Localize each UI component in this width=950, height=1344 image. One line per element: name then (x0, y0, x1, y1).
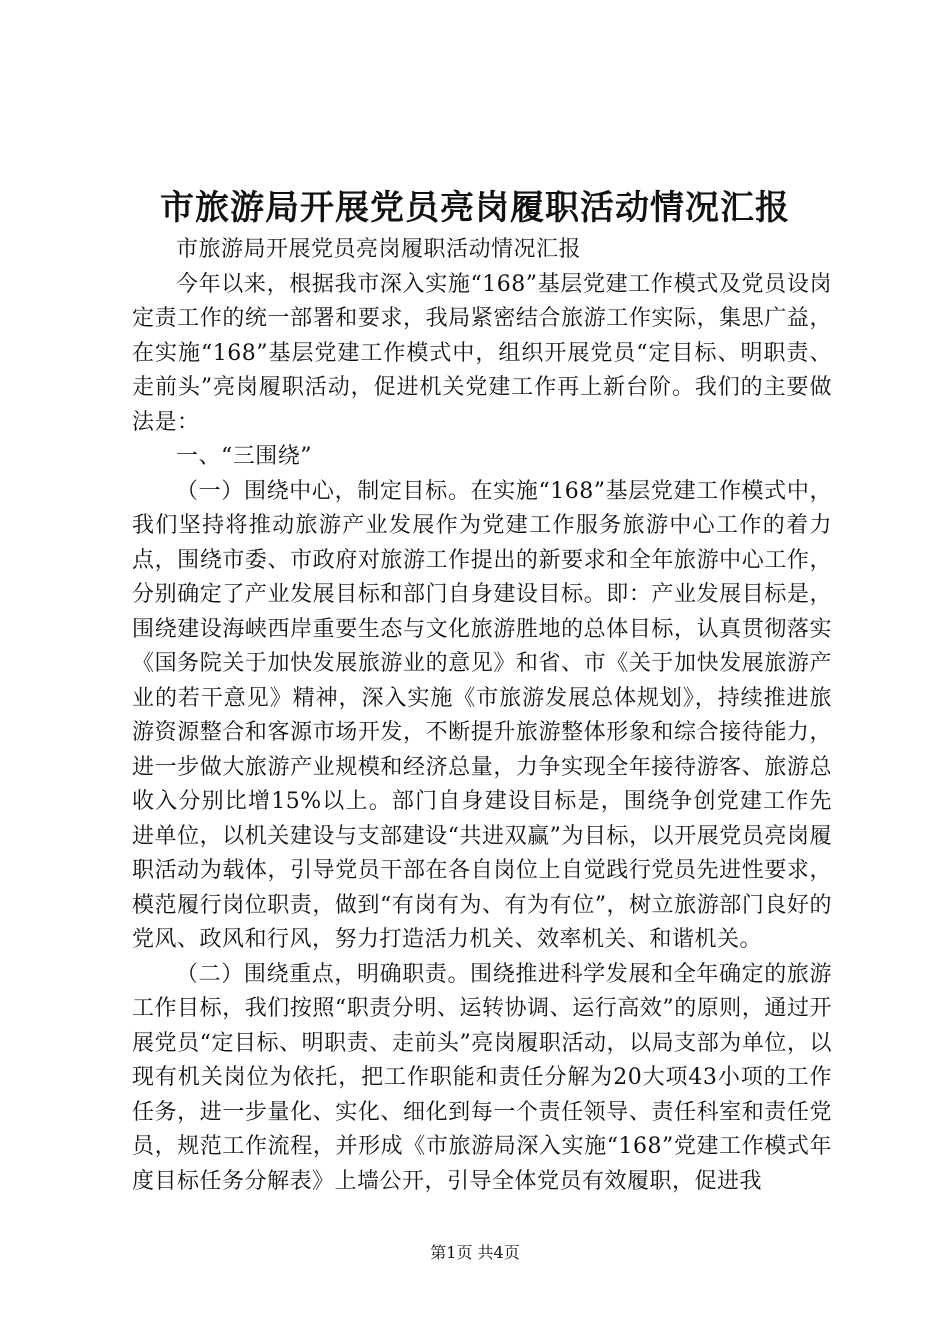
section-heading: 一、“三围绕” (176, 444, 312, 469)
intro-paragraph: 今年以来，根据我市深入实施“168”基层党建工作模式及党员设岗定责工作的统一部署和要求，我局紧密结合旅游工作实际，集思广益，在实施“168”基层党建工作模式中，组织开展党员“定目标、明职责、走前头”亮岗履职活动，促进机关党建工作再上新台阶。我们的主要做法是： (132, 271, 832, 435)
document-title: 市旅游局开展党员亮岗履职活动情况汇报 (160, 188, 790, 228)
page-number: 第1页 共4页 (430, 1243, 520, 1262)
document-body (132, 233, 832, 1199)
section-paragraph-2: （二）围绕重点，明确职责。围绕推进科学发展和全年确定的旅游工作目标，我们按照“职责分明、运转协调、运行高效”的原则，通过开展党员“定目标、明职责、走前头”亮岗履职活动，以局支部为单位，以现有机关岗位为依托，把工作职能和责任分解为20大项43小项的工作任务，进一步量化、实化、细化到每一个责任领导、责任科室和责任党员，规范工作流程，并形成《市旅游局深入实施“168”党建工作模式年度目标任务分解表》上墙公开，引导全体党员有效履职，促进我 (132, 961, 832, 1194)
subtitle-paragraph: 市旅游局开展党员亮岗履职活动情况汇报 (176, 237, 582, 262)
section-paragraph-1: （一）围绕中心，制定目标。在实施“168”基层党建工作模式中，我们坚持将推动旅游产业发展作为党建工作服务旅游中心工作的着力点，围绕市委、市政府对旅游工作提出的新要求和全年旅游中心工作，分别确定了产业发展目标和部门自身建设目标。即：产业发展目标是，围绕建设海峡西岸重要生态与文化旅游胜地的总体目标，认真贯彻落实《国务院关于加快发展旅游业的意见》和省、市《关于加快发展旅游产业的若干意见》精神，深入实施《市旅游发展总体规划》，持续推进旅游资源整合和客源市场开发，不断提升旅游整体形象和综合接待能力，进一步做大旅游产业规模和经济总量，力争实现全年接待游客、旅游总收入分别比增15%以上。部门自身建设目标是，围绕争创党建工作先进单位，以机关建设与支部建设“共进双赢”为目标，以开展党员亮岗履职活动为载体，引导党员干部在各自岗位上自觉践行党员先进性要求，模范履行岗位职责，做到“有岗有为、有为有位”，树立旅游部门良好的党风、政风和行风，努力打造活力机关、效率机关、和谐机关。 (132, 478, 832, 952)
